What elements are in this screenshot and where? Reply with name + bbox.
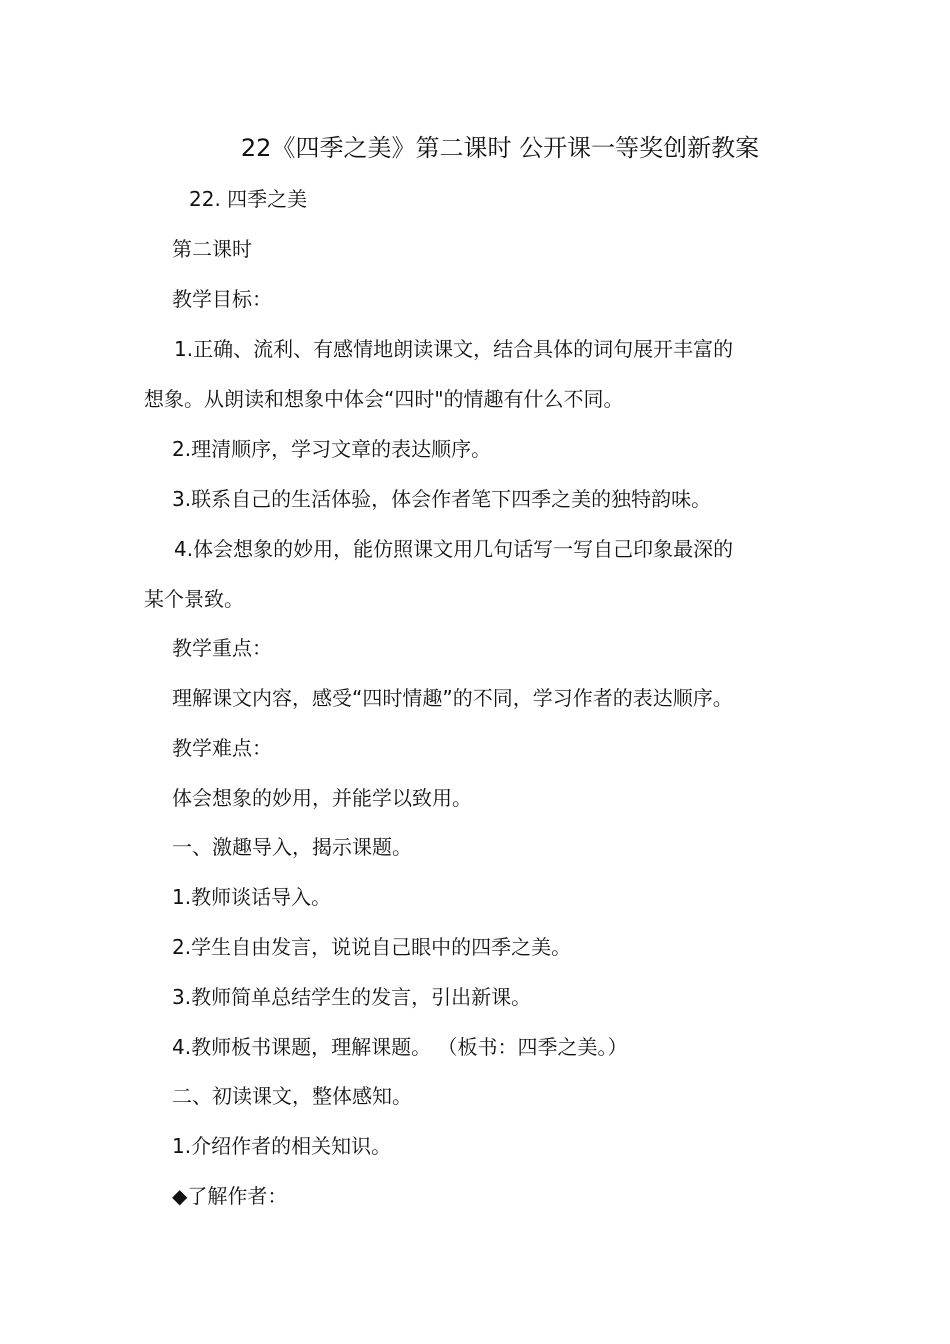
objective-4-line-1: 4.体会想象的妙用，能仿照课文用几句话写一写自己印象最深的: [174, 537, 734, 561]
section-1-item-4: 4.教师板书课题，理解课题。 （板书：四季之美。）: [172, 1035, 628, 1059]
session-label: 第二课时: [172, 237, 252, 261]
objectives-heading: 教学目标：: [172, 287, 272, 311]
lesson-number: 22. 四季之美: [189, 187, 308, 211]
section-1-item-1: 1.教师谈话导入。: [172, 885, 332, 909]
key-points-text: 理解课文内容，感受“四时情趣”的不同，学习作者的表达顺序。: [172, 686, 733, 710]
key-points-heading: 教学重点：: [172, 636, 272, 660]
section-1-item-3: 3.教师简单总结学生的发言，引出新课。: [172, 985, 532, 1009]
section-2-heading: 二、初读课文，整体感知。: [172, 1084, 412, 1108]
section-2-bullet: ◆了解作者：: [172, 1184, 288, 1208]
objective-3: 3.联系自己的生活体验，体会作者笔下四季之美的独特韵味。: [172, 487, 712, 511]
difficulties-heading: 教学难点：: [172, 736, 272, 760]
objective-2: 2.理清顺序，学习文章的表达顺序。: [172, 437, 492, 461]
section-1-heading: 一、激趣导入，揭示课题。: [172, 835, 412, 859]
objective-1-line-2: 想象。从朗读和想象中体会“四时"的情趣有什么不同。: [144, 387, 624, 411]
section-2-item-1: 1.介绍作者的相关知识。: [172, 1134, 392, 1158]
difficulties-text: 体会想象的妙用，并能学以致用。: [172, 786, 472, 810]
document-title: 22《四季之美》第二课时 公开课一等奖创新教案: [240, 134, 760, 162]
section-1-item-2: 2.学生自由发言，说说自己眼中的四季之美。: [172, 935, 572, 959]
objective-4-line-2: 某个景致。: [144, 587, 244, 611]
objective-1-line-1: 1.正确、流利、有感情地朗读课文，结合具体的词句展开丰富的: [174, 337, 734, 361]
